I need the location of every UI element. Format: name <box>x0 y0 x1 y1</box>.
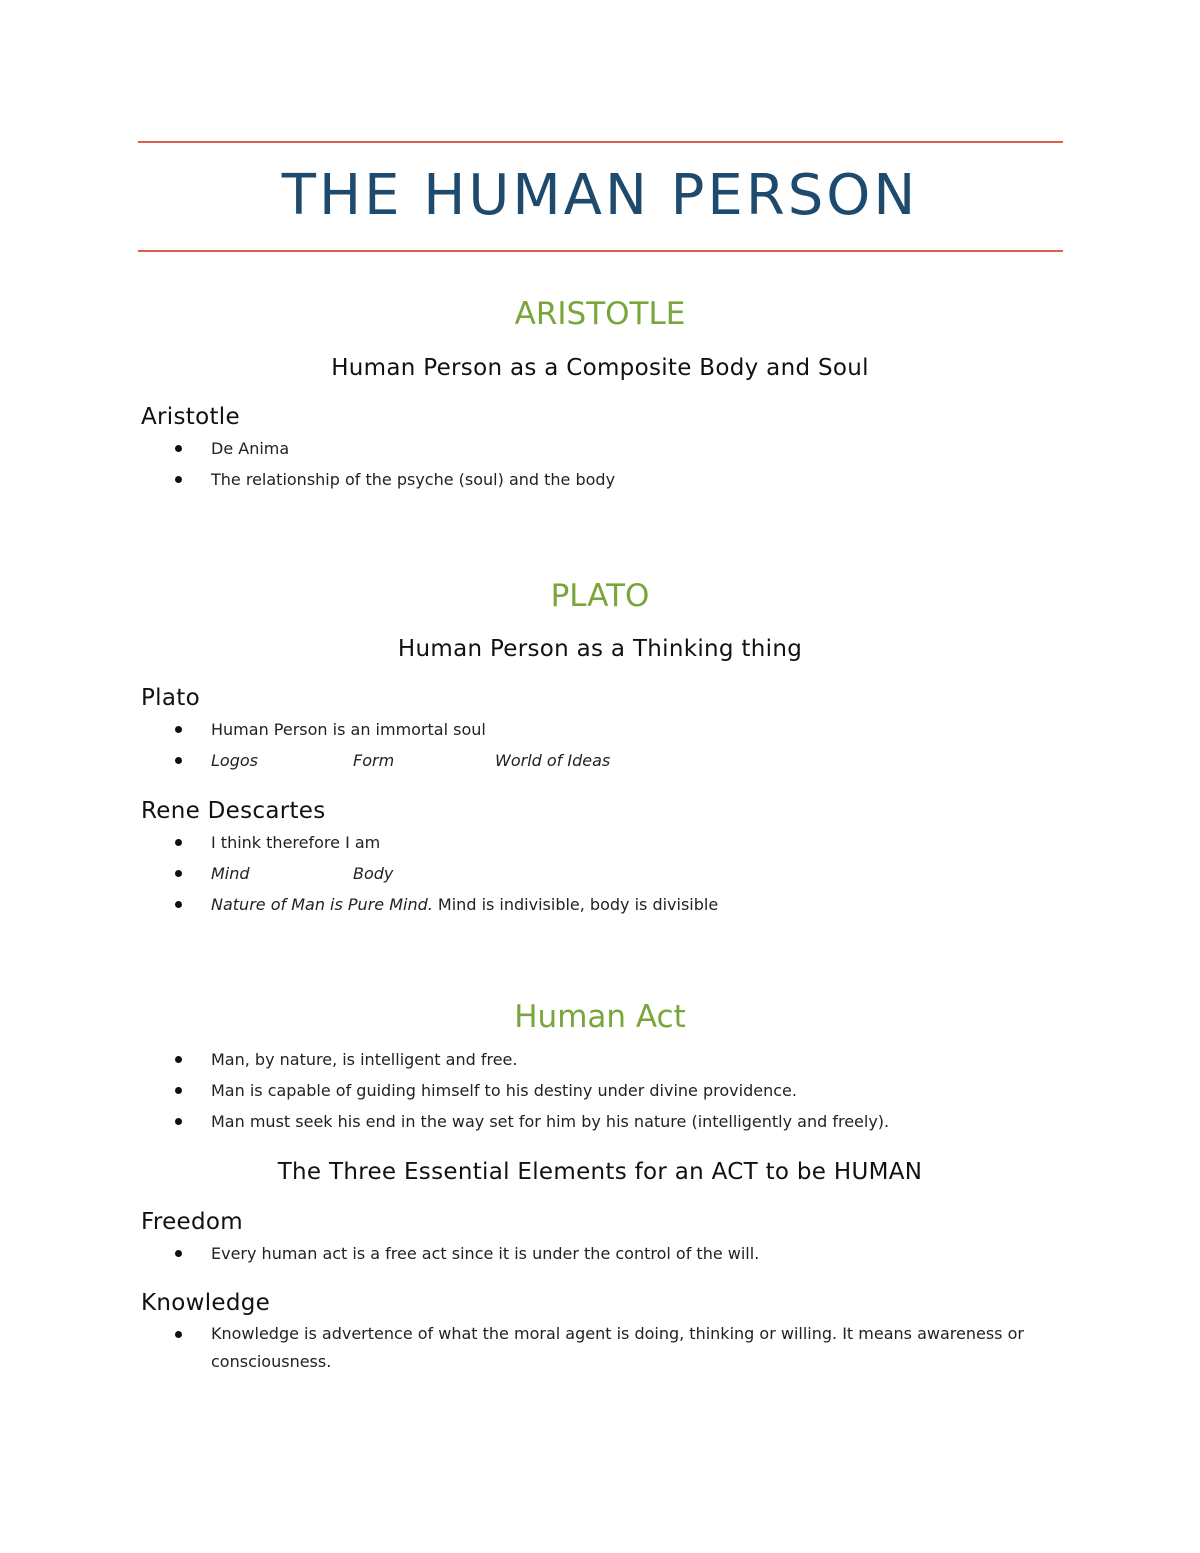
list-item-text: Mind is indivisible, body is divisible <box>432 895 719 914</box>
section-subtitle-aristotle: Human Person as a Composite Body and Soul <box>331 355 869 381</box>
list-item-text: The relationship of the psyche (soul) and the body <box>211 470 616 489</box>
term-form: Form <box>353 751 395 770</box>
term-logos: Logos <box>211 751 258 770</box>
list-item-text: Man, by nature, is intelligent and free. <box>211 1050 518 1069</box>
bullet-dot <box>175 1056 182 1063</box>
list-item <box>0 745 1200 776</box>
plato-bullet-list <box>0 714 1200 776</box>
bullet-dot <box>175 870 182 877</box>
subsection-freedom: Freedom <box>141 1209 243 1235</box>
bullet-dot <box>175 901 182 908</box>
list-item-text: Every human act is a free act since it is under the control of the will. <box>211 1244 760 1263</box>
list-item <box>0 433 1200 464</box>
subsection-knowledge: Knowledge <box>141 1290 271 1316</box>
bullet-dot <box>175 476 182 483</box>
aristotle-bullet-list <box>0 433 1200 495</box>
bullet-dot <box>175 1250 182 1257</box>
subsection-aristotle: Aristotle <box>141 404 240 430</box>
list-item <box>0 827 1200 858</box>
list-item-text: Knowledge is advertence of what the moral agent is doing, thinking or willing. It means awareness or consciousness. <box>211 1324 1024 1371</box>
list-item <box>0 714 1200 745</box>
title-top-rule <box>138 141 1063 143</box>
list-item-text: De Anima <box>211 439 290 458</box>
freedom-bullet-list <box>0 1238 1200 1269</box>
list-item-text: Man must seek his end in the way set for him by his nature (intelligently and freely). <box>211 1112 890 1131</box>
section-heading-aristotle: ARISTOTLE <box>514 296 686 332</box>
section-heading-human-act: Human Act <box>514 999 686 1035</box>
document-title: THE HUMAN PERSON <box>281 163 919 228</box>
list-item-text: Human Person is an immortal soul <box>211 720 486 739</box>
bullet-dot <box>175 1087 182 1094</box>
list-item <box>0 1238 1200 1269</box>
list-item-text: Man is capable of guiding himself to his destiny under divine providence. <box>211 1081 797 1100</box>
section-subtitle-three-elements: The Three Essential Elements for an ACT to be HUMAN <box>277 1159 923 1185</box>
bullet-dot <box>175 757 182 764</box>
bullet-dot <box>175 1118 182 1125</box>
descartes-bullet-list <box>0 827 1200 920</box>
knowledge-bullet-list <box>0 1320 1200 1376</box>
human-act-bullet-list <box>0 1044 1200 1137</box>
subsection-rene-descartes: Rene Descartes <box>141 798 326 824</box>
bullet-dot <box>175 839 182 846</box>
term-body: Body <box>353 864 394 883</box>
bullet-dot <box>175 1331 182 1338</box>
bullet-dot <box>175 445 182 452</box>
list-item <box>0 1320 1200 1376</box>
list-item <box>0 889 1200 920</box>
list-item <box>0 1044 1200 1075</box>
list-item <box>0 1075 1200 1106</box>
list-item <box>0 858 1200 889</box>
term-world-of-ideas: World of Ideas <box>495 751 611 770</box>
section-heading-plato: PLATO <box>550 578 650 614</box>
subsection-plato: Plato <box>141 685 200 711</box>
list-item-italic-text: Nature of Man is Pure Mind. <box>211 895 433 914</box>
list-item <box>0 464 1200 495</box>
list-item-text: I think therefore I am <box>211 833 381 852</box>
term-mind: Mind <box>211 864 250 883</box>
bullet-dot <box>175 726 182 733</box>
list-item <box>0 1106 1200 1137</box>
title-bottom-rule <box>138 250 1063 252</box>
section-subtitle-plato: Human Person as a Thinking thing <box>397 636 803 662</box>
